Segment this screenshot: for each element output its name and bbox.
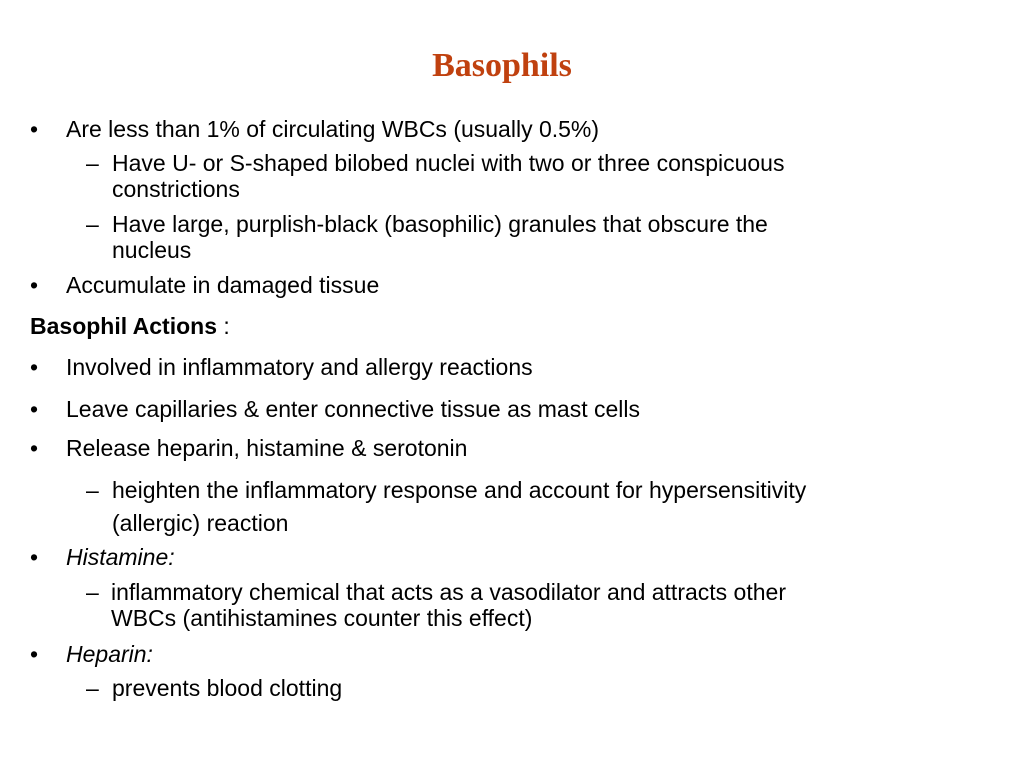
bullet-text-mast-cells: Leave capillaries & enter connective tissue as mast cells: [66, 396, 641, 422]
bullet-text-wbc-percentage: Are less than 1% of circulating WBCs (usually 0.5%): [66, 116, 600, 142]
bullet-icon: •: [30, 544, 39, 570]
sub-text-clotting: prevents blood clotting: [112, 675, 343, 701]
dash-icon: –: [86, 211, 99, 237]
sub-text-heighten-line2: (allergic) reaction: [112, 510, 289, 536]
bullet-text-inflammatory: Involved in inflammatory and allergy reactions: [66, 354, 533, 380]
sub-text-nuclei-line2: constrictions: [112, 176, 240, 202]
bullet-icon: •: [30, 641, 39, 667]
bullet-icon: •: [30, 272, 39, 298]
sub-text-histamine-line2: WBCs (antihistamines counter this effect): [111, 605, 533, 631]
bullet-icon: •: [30, 116, 39, 142]
sub-text-heighten-line1: heighten the inflammatory response and account for hypersensitivity: [112, 477, 807, 503]
dash-icon: –: [86, 675, 99, 701]
dash-icon: –: [86, 579, 99, 605]
sub-text-nuclei-line1: Have U- or S-shaped bilobed nuclei with two or three conspicuous: [112, 150, 785, 176]
dash-icon: –: [86, 150, 99, 176]
sub-text-histamine-line1: inflammatory chemical that acts as a vasodilator and attracts other: [111, 579, 786, 605]
bullet-text-damaged-tissue: Accumulate in damaged tissue: [66, 272, 380, 298]
slide-title: Basophils: [432, 47, 572, 84]
section-heading-label: Basophil Actions: [30, 313, 217, 339]
bullet-text-release: Release heparin, histamine & serotonin: [66, 435, 468, 461]
sub-text-granules-line2: nucleus: [112, 237, 192, 263]
bullet-text-heparin: Heparin:: [66, 641, 153, 667]
bullet-icon: •: [30, 435, 39, 461]
dash-icon: –: [86, 477, 99, 503]
bullet-icon: •: [30, 396, 39, 422]
section-heading: [30, 313, 230, 340]
bullet-icon: •: [30, 354, 39, 380]
bullet-text-histamine: Histamine:: [66, 544, 175, 570]
section-heading-colon: :: [217, 313, 230, 339]
sub-text-granules-line1: Have large, purplish-black (basophilic) granules that obscure the: [112, 211, 768, 237]
